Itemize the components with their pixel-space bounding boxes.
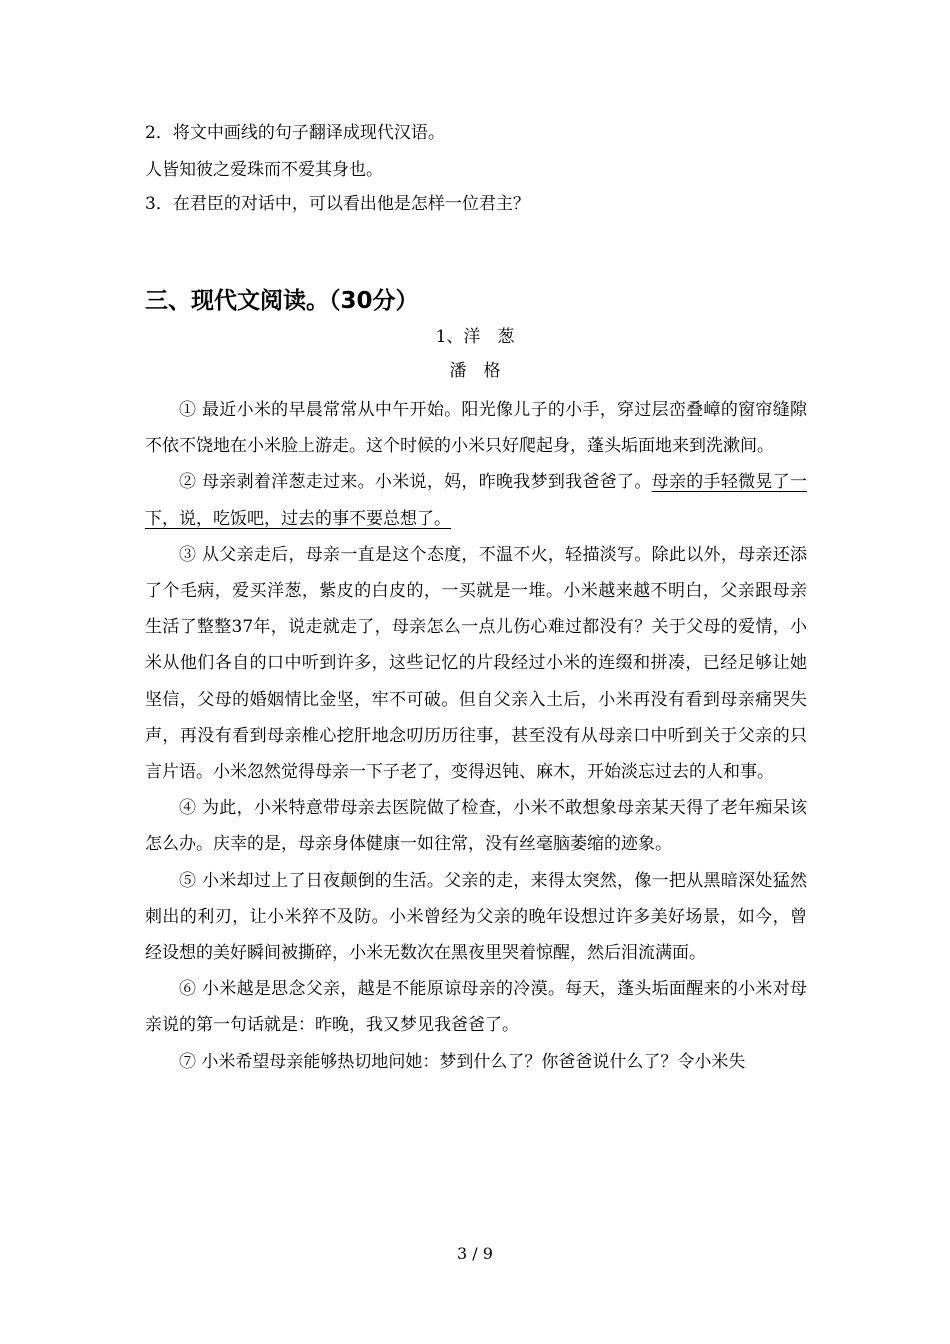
article-title: 1、洋 葱 — [435, 327, 515, 347]
article-author: 潘 格 — [449, 361, 501, 381]
paragraph-text: ② 母亲剥着洋葱走过来。小米说，妈，昨晚我梦到我爸爸了。 — [179, 472, 652, 493]
paragraph-text: ⑦ 小米希望母亲能够热切地问她：梦到什么了？你爸爸说什么了？令小米失 — [179, 1051, 746, 1072]
page-number: 3 / 9 — [457, 1244, 493, 1263]
paragraph-2 — [145, 464, 807, 536]
paragraph-5 — [145, 863, 807, 972]
question-2: 2．将文中画线的句子翻译成现代汉语。 — [145, 123, 445, 143]
article-body — [145, 392, 807, 1080]
section-title: 三、现代文阅读。（30分） — [145, 288, 419, 314]
question-3: 3．在君臣的对话中，可以看出他是怎样一位君主？ — [145, 194, 530, 214]
paragraph-3 — [145, 537, 807, 790]
paragraph-text: ⑤ 小米却过上了日夜颠倒的生活。父亲的走，来得太突然，像一把从黑暗深处猛然刺出的利刃，让小米猝不及防。小米曾经为父亲的晚年设想过许多美好场景，如今，曾经设想的美好瞬间被撕碎，小米无数次在黑夜里哭着惊醒，然后泪流满面。 — [145, 870, 807, 964]
paragraph-text: ⑥ 小米越是思念父亲，越是不能原谅母亲的冷漠。每天，蓬头垢面醒来的小米对母亲说的第一句话就是：昨晚，我又梦见我爸爸了。 — [145, 979, 807, 1036]
underlined-sentence: 母亲的手轻微晃了一下，说，吃饭吧，过去的事不要总想了。 — [145, 472, 808, 529]
paragraph-1 — [145, 392, 807, 464]
paragraph-text: ④ 为此，小米特意带母亲去医院做了检查，小米不敢想象母亲某天得了老年痴呆该怎么办。庆幸的是，母亲身体健康一如往常，没有丝毫脑萎缩的迹象。 — [145, 798, 807, 855]
paragraph-4 — [145, 790, 807, 862]
paragraph-text: ③ 从父亲走后，母亲一直是这个态度，不温不火，轻描淡写。除此以外，母亲还添了个毛病，爱买洋葱，紫皮的白皮的，一买就是一堆。小米越来越不明白，父亲跟母亲生活了整整37年，说走就走了，母亲怎么一点儿伤心难过都没有？关于父母的爱情，小米从他们各自的口中听到许多，这些记忆的片段经过小米的连缀和拼凑，已经足够让她坚信，父母的婚姻情比金坚，牢不可破。但自父亲入土后，小米再没有看到母亲痛哭失声，再没有看到母亲椎心挖肝地念叨历历往事，甚至没有从母亲口中听到关于父亲的只言片语。小米忽然觉得母亲一下子老了，变得迟钝、麻木，开始淡忘过去的人和事。 — [145, 544, 807, 783]
paragraph-text: ① 最近小米的早晨常常从中午开始。阳光像儿子的小手，穿过层峦叠嶂的窗帘缝隙不依不饶地在小米脸上游走。这个时候的小米只好爬起身，蓬头垢面地来到洗漱间。 — [145, 400, 807, 457]
paragraph-7 — [145, 1044, 807, 1080]
paragraph-6 — [145, 971, 807, 1043]
question-2-sentence: 人皆知彼之爱珠而不爱其身也。 — [145, 160, 383, 180]
